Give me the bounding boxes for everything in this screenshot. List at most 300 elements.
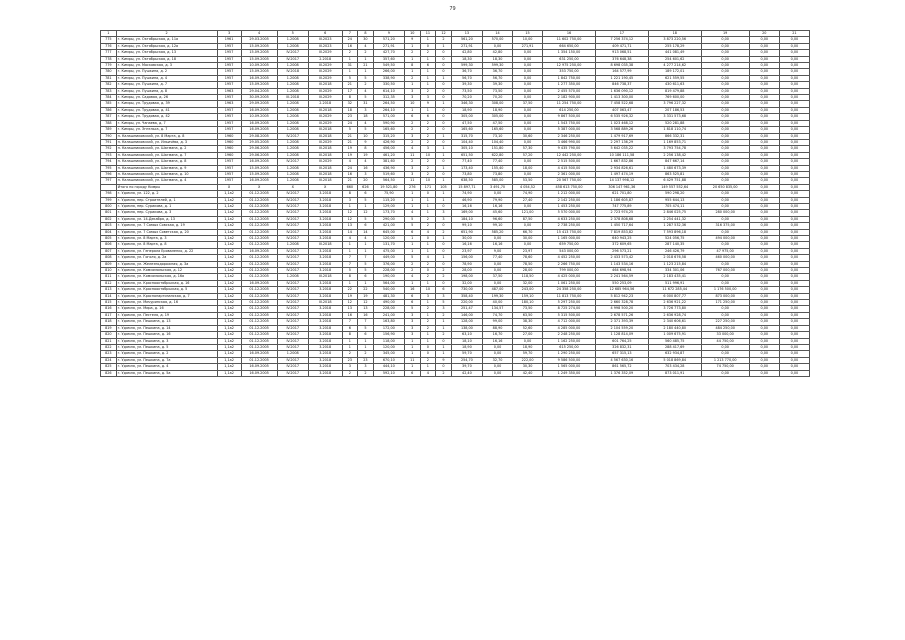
table-cell: 1,1а2 bbox=[217, 364, 241, 370]
table-cell: 12 685 964,56 bbox=[595, 287, 648, 293]
address-cell: г. Удомля, ул. Пешкина, д. 4 bbox=[116, 364, 217, 370]
address-cell: г. Удомля, ул. Пешкина, д. 5 bbox=[116, 344, 217, 350]
table-cell: 1.2008 bbox=[277, 114, 308, 120]
table-cell: 73,80 bbox=[483, 171, 513, 177]
row-number-cell: 775 bbox=[101, 37, 117, 43]
table-cell: 564,00 bbox=[373, 280, 404, 286]
table-cell: 15.09.2005 bbox=[241, 50, 277, 56]
table-cell: III.2029 bbox=[308, 88, 342, 94]
table-cell: 0,00 bbox=[701, 306, 749, 312]
table-cell: 1957 bbox=[217, 63, 241, 69]
table-cell: 0,00 bbox=[513, 56, 543, 62]
table-cell: 0,00 bbox=[513, 50, 543, 56]
table-cell: 12 bbox=[342, 216, 358, 222]
table-cell: 0,00 bbox=[749, 146, 779, 152]
table-cell: 1.2008 bbox=[277, 88, 308, 94]
table-cell: 18,90 bbox=[451, 107, 482, 113]
table-cell: 42,80 bbox=[451, 50, 482, 56]
table-cell: III.2018 bbox=[308, 274, 342, 280]
table-cell: 346,30 bbox=[451, 101, 482, 107]
table-cell: 1,1а2 bbox=[217, 351, 241, 357]
table-cell: 0,00 bbox=[749, 351, 779, 357]
table-cell: 2 bbox=[436, 268, 452, 274]
table-cell: IV.2017 bbox=[277, 236, 308, 242]
table-cell: 1 bbox=[404, 364, 420, 370]
table-cell: 0 bbox=[436, 248, 452, 254]
row-number-cell: 810 bbox=[101, 268, 117, 274]
table-cell: 169,00 bbox=[451, 210, 482, 216]
table-cell: 74 750,00 bbox=[701, 364, 749, 370]
table-cell: IV.2017 bbox=[277, 344, 308, 350]
table-cell: 0,00 bbox=[749, 88, 779, 94]
table-cell: 16,16 bbox=[483, 338, 513, 344]
table-cell: 42,40 bbox=[513, 370, 543, 376]
table-cell: 0,00 bbox=[779, 107, 809, 113]
table-cell: 1 543 750,00 bbox=[543, 120, 596, 126]
table-cell: 74,90 bbox=[451, 191, 482, 197]
table-cell: 0,00 bbox=[701, 69, 749, 75]
table-cell: 0 bbox=[436, 159, 452, 165]
table-cell: 0,00 bbox=[749, 56, 779, 62]
table-cell: 7 458 522,68 bbox=[595, 101, 648, 107]
table-cell: 8 bbox=[342, 332, 358, 338]
table-cell: 0,00 bbox=[779, 364, 809, 370]
table-cell: 11 bbox=[404, 178, 420, 184]
table-cell: 1.2008 bbox=[277, 37, 308, 43]
table-cell: 1 bbox=[342, 338, 358, 344]
table-cell: 13 bbox=[358, 306, 374, 312]
table-cell: 15 897,71 bbox=[451, 184, 482, 190]
table-cell: 8 bbox=[342, 274, 358, 280]
table-cell: 1 bbox=[358, 69, 374, 75]
table-cell: III.2018 bbox=[308, 82, 342, 88]
table-cell: 0,00 bbox=[701, 159, 749, 165]
table-cell: 12 bbox=[358, 300, 374, 306]
table-cell: IV.2017 bbox=[277, 325, 308, 331]
table-cell: 0,00 bbox=[701, 171, 749, 177]
table-cell: 21 bbox=[358, 63, 374, 69]
table-cell: 243,00 bbox=[513, 287, 543, 293]
table-cell: 2 361 000,00 bbox=[543, 171, 596, 177]
table-cell: 120,00 bbox=[373, 344, 404, 350]
table-cell: 16 bbox=[358, 165, 374, 171]
table-cell: 0,00 bbox=[779, 37, 809, 43]
row-number-cell: 804 bbox=[101, 229, 117, 235]
table-cell: 78,50 bbox=[513, 261, 543, 267]
table-cell: IV.2017 bbox=[277, 159, 308, 165]
table-cell: III.2029 bbox=[308, 95, 342, 101]
table-cell: 30,60 bbox=[513, 133, 543, 139]
table-cell: 5 bbox=[436, 300, 452, 306]
table-cell: 5 bbox=[358, 268, 374, 274]
row-number-cell: 781 bbox=[101, 75, 117, 81]
table-cell: 88,90 bbox=[483, 325, 513, 331]
table-cell: 585,00 bbox=[483, 178, 513, 184]
table-cell: 0,00 bbox=[779, 287, 809, 293]
table-cell: 0,00 bbox=[513, 95, 543, 101]
table-cell: X bbox=[217, 184, 241, 190]
table-cell: 28,00 bbox=[513, 268, 543, 274]
address-cell: г. Удомля, ул. 7 Самых Советская, д. 20 bbox=[116, 229, 217, 235]
table-cell: 345,00 bbox=[373, 351, 404, 357]
table-cell: 7 bbox=[342, 261, 358, 267]
row-number-cell: 808 bbox=[101, 255, 117, 261]
table-cell: 2 bbox=[342, 351, 358, 357]
table-cell: 0,00 bbox=[779, 344, 809, 350]
table-cell: 2 bbox=[358, 82, 374, 88]
table-cell: 0,00 bbox=[749, 120, 779, 126]
table-cell: 0,00 bbox=[749, 293, 779, 299]
table-cell: IV.2017 bbox=[277, 191, 308, 197]
table-cell: 621 701,80 bbox=[595, 191, 648, 197]
table-cell: 1960 bbox=[217, 133, 241, 139]
table-cell: 1.2008 bbox=[277, 152, 308, 158]
table-cell: 0,00 bbox=[749, 370, 779, 376]
table-cell: 0,00 bbox=[779, 319, 809, 325]
table-cell: 131,70 bbox=[373, 242, 404, 248]
registry-table bbox=[100, 30, 810, 377]
table-cell: 6 bbox=[420, 114, 436, 120]
row-number-cell: 824 bbox=[101, 357, 117, 363]
table-cell: 1 bbox=[358, 280, 374, 286]
table-cell: 338,90 bbox=[373, 75, 404, 81]
table-cell: 0 bbox=[436, 280, 452, 286]
table-cell: 819 479,88 bbox=[648, 88, 701, 94]
table-cell: 6 bbox=[404, 114, 420, 120]
table-cell: 30,00 bbox=[451, 236, 482, 242]
table-cell: 0 bbox=[436, 107, 452, 113]
table-cell: 0 bbox=[436, 127, 452, 133]
table-cell: 1.2008 bbox=[277, 274, 308, 280]
table-cell: 155,40 bbox=[483, 165, 513, 171]
table-cell: 3 bbox=[358, 171, 374, 177]
table-cell: 1,1а2 bbox=[217, 268, 241, 274]
row-number-cell: 782 bbox=[101, 82, 117, 88]
table-cell: 1 bbox=[404, 242, 420, 248]
table-cell: 7 bbox=[342, 255, 358, 261]
table-cell: 2.2018 bbox=[308, 56, 342, 62]
table-cell: 19 bbox=[342, 146, 358, 152]
table-cell: 3 bbox=[436, 210, 452, 216]
table-cell: 16,16 bbox=[451, 203, 482, 209]
table-cell: 3 796 227,32 bbox=[648, 101, 701, 107]
address-cell: г. Удомля, ул. Пешкина, д. 5а bbox=[116, 370, 217, 376]
table-cell: 0,00 bbox=[701, 280, 749, 286]
table-cell: 0,00 bbox=[779, 88, 809, 94]
table-cell: 0,00 bbox=[749, 139, 779, 145]
row-number-cell: 786 bbox=[101, 107, 117, 113]
table-cell: 1,1а2 bbox=[217, 332, 241, 338]
table-cell: 2 bbox=[420, 216, 436, 222]
table-cell: 670,10 bbox=[373, 357, 404, 363]
table-cell: 1 186 605,87 bbox=[595, 197, 648, 203]
table-cell: 18,00 bbox=[513, 165, 543, 171]
table-cell: 2 846 025,75 bbox=[648, 210, 701, 216]
table-cell: 651,90 bbox=[451, 229, 482, 235]
table-cell: 5 bbox=[358, 325, 374, 331]
table-cell: 1,1а2 bbox=[217, 280, 241, 286]
table-cell: 550 253,09 bbox=[595, 280, 648, 286]
table-cell: 2 bbox=[420, 159, 436, 165]
table-cell: 4 bbox=[358, 236, 374, 242]
table-cell: 0,00 bbox=[701, 133, 749, 139]
table-cell: 1,1а2 bbox=[217, 274, 241, 280]
table-cell: 524 056,75 bbox=[648, 236, 701, 242]
table-cell: 1 165 000,00 bbox=[543, 236, 596, 242]
address-cell: г. Удомля, ул. Пешкина, д. 13 bbox=[116, 319, 217, 325]
table-cell: 99,00 bbox=[483, 319, 513, 325]
table-cell: 0,00 bbox=[701, 43, 749, 49]
table-cell: 01.12.2005 bbox=[241, 261, 277, 267]
table-cell: 5 bbox=[358, 197, 374, 203]
table-cell: 3 568 889,26 bbox=[595, 127, 648, 133]
table-cell: 0 bbox=[420, 268, 436, 274]
table-cell: 0,00 bbox=[779, 223, 809, 229]
table-cell: 0,00 bbox=[749, 101, 779, 107]
table-cell: 01.12.2005 bbox=[241, 357, 277, 363]
table-cell: 1.2008 bbox=[277, 120, 308, 126]
table-cell: 0,00 bbox=[701, 351, 749, 357]
table-cell: 10 bbox=[404, 101, 420, 107]
table-cell: 1 bbox=[420, 242, 436, 248]
table-cell: 1,1а2 bbox=[217, 255, 241, 261]
table-cell: 5 bbox=[342, 127, 358, 133]
table-cell: 1 bbox=[436, 197, 452, 203]
table-cell: 2 bbox=[404, 268, 420, 274]
address-cell: г. Удомля, пер. Строителей, д. 1 bbox=[116, 197, 217, 203]
row-number-cell: 826 bbox=[101, 370, 117, 376]
table-cell: 315,20 bbox=[373, 133, 404, 139]
table-cell: 1,1а2 bbox=[217, 236, 241, 242]
table-cell: 460 000,00 bbox=[701, 255, 749, 261]
table-cell: 2 bbox=[420, 274, 436, 280]
column-number: 11 bbox=[420, 31, 436, 37]
table-cell: 16.09.2005 bbox=[241, 159, 277, 165]
table-cell: 426,90 bbox=[373, 139, 404, 145]
table-cell: 0,00 bbox=[749, 242, 779, 248]
table-cell: 799 000,00 bbox=[543, 268, 596, 274]
table-cell: 40,00 bbox=[483, 300, 513, 306]
table-cell: 2 660 328,78 bbox=[595, 300, 648, 306]
table-cell: 376,00 bbox=[373, 261, 404, 267]
table-cell: 3 bbox=[420, 146, 436, 152]
table-cell: 0,00 bbox=[513, 127, 543, 133]
table-cell: 1 bbox=[342, 248, 358, 254]
table-cell: 0,00 bbox=[483, 236, 513, 242]
table-cell: 0,00 bbox=[779, 171, 809, 177]
table-cell: 73,50 bbox=[483, 88, 513, 94]
table-cell: 18,90 bbox=[483, 107, 513, 113]
table-cell: 330,50 bbox=[373, 82, 404, 88]
table-cell: 1,1а2 bbox=[217, 223, 241, 229]
table-cell: 1 bbox=[420, 75, 436, 81]
address-cell: г. Кимры, ул. Октябрьская, д. 12а bbox=[116, 43, 217, 49]
table-cell: 3 466 990,00 bbox=[543, 139, 596, 145]
table-cell: 5 bbox=[358, 75, 374, 81]
table-cell: 2 340 606,61 bbox=[648, 319, 701, 325]
table-cell: 1 bbox=[420, 107, 436, 113]
table-cell: 16.09.2005 bbox=[241, 351, 277, 357]
table-cell: 305,00 bbox=[451, 114, 482, 120]
table-cell: 1 009 675,91 bbox=[648, 332, 701, 338]
table-cell: 19 521,80 bbox=[373, 184, 404, 190]
table-cell: 0,00 bbox=[701, 178, 749, 184]
table-cell: 6 bbox=[420, 63, 436, 69]
table-cell: 10.09.2005 bbox=[241, 63, 277, 69]
column-number: 18 bbox=[648, 31, 701, 37]
table-cell: 5 bbox=[358, 261, 374, 267]
table-cell: 0,00 bbox=[701, 203, 749, 209]
table-cell: 1,1а2 bbox=[217, 242, 241, 248]
table-cell: 39,30 bbox=[451, 82, 482, 88]
table-cell: 0,00 bbox=[701, 216, 749, 222]
table-cell: 0,00 bbox=[749, 255, 779, 261]
table-cell: III.2029 bbox=[308, 50, 342, 56]
table-cell: 276 bbox=[404, 184, 420, 190]
table-cell: IV.2017 bbox=[277, 261, 308, 267]
table-cell: 24 bbox=[342, 165, 358, 171]
table-cell: 3.2018 bbox=[308, 203, 342, 209]
table-cell: 0,00 bbox=[701, 242, 749, 248]
table-cell: 6 bbox=[342, 325, 358, 331]
table-cell: 15.09.2005 bbox=[241, 165, 277, 171]
table-cell: 2 bbox=[420, 306, 436, 312]
table-cell: 421,00 bbox=[373, 223, 404, 229]
table-cell: 222,00 bbox=[513, 357, 543, 363]
table-cell: 171 250,00 bbox=[701, 300, 749, 306]
table-cell: 01.12.2005 bbox=[241, 306, 277, 312]
table-cell: 19 bbox=[358, 152, 374, 158]
table-cell: 10.09.2005 bbox=[241, 114, 277, 120]
table-cell: 46,90 bbox=[451, 197, 482, 203]
table-cell: 7 819 853,82 bbox=[595, 229, 648, 235]
table-cell: 1957 bbox=[217, 171, 241, 177]
table-cell: 2 bbox=[342, 50, 358, 56]
table-cell: 15.09.2005 bbox=[241, 43, 277, 49]
table-cell: 599,30 bbox=[483, 63, 513, 69]
table-cell: 01.12.2005 bbox=[241, 255, 277, 261]
table-cell: 305,00 bbox=[483, 114, 513, 120]
column-number: 16 bbox=[543, 31, 596, 37]
table-cell: 18,30 bbox=[451, 56, 482, 62]
table-cell: 1957 bbox=[217, 75, 241, 81]
table-cell: 3.2018 bbox=[308, 338, 342, 344]
table-cell: 134,57 bbox=[483, 306, 513, 312]
table-cell: 0,00 bbox=[749, 178, 779, 184]
table-cell: 5 bbox=[342, 268, 358, 274]
address-cell: г. Удомля, ул. Комсомольская, д. 16а bbox=[116, 274, 217, 280]
table-cell: 1 636 090,12 bbox=[595, 88, 648, 94]
table-cell: 1,1а2 bbox=[217, 319, 241, 325]
row-number-cell: 780 bbox=[101, 69, 117, 75]
row-number-cell: 817 bbox=[101, 312, 117, 318]
table-cell: III.2023 bbox=[308, 37, 342, 43]
table-cell: 190,00 bbox=[373, 274, 404, 280]
table-cell: 21 bbox=[342, 139, 358, 145]
table-cell: 3 bbox=[404, 325, 420, 331]
table-cell: 519,60 bbox=[373, 171, 404, 177]
table-cell: 0,00 bbox=[701, 120, 749, 126]
table-cell: 0,00 bbox=[701, 312, 749, 318]
table-cell: 264,50 bbox=[373, 101, 404, 107]
table-cell: 3.2018 bbox=[308, 236, 342, 242]
table-cell: 1 249 350,00 bbox=[543, 370, 596, 376]
column-number: 19 bbox=[701, 31, 749, 37]
table-cell: 2 bbox=[420, 133, 436, 139]
table-cell: 1 143 534,16 bbox=[595, 261, 648, 267]
table-cell: 659 750,00 bbox=[543, 242, 596, 248]
table-cell: 0,00 bbox=[701, 191, 749, 197]
table-cell: 2 248 250,00 bbox=[543, 332, 596, 338]
table-cell: 5 642 035,22 bbox=[595, 146, 648, 152]
table-cell: 622,80 bbox=[483, 152, 513, 158]
table-cell: 271,91 bbox=[373, 43, 404, 49]
table-cell: 1 bbox=[404, 248, 420, 254]
address-cell: г. Удомля, пер. Сурикова, д. 1 bbox=[116, 203, 217, 209]
table-cell: 1 bbox=[420, 197, 436, 203]
table-cell: 27,00 bbox=[513, 332, 543, 338]
row-number-cell: 825 bbox=[101, 364, 117, 370]
table-cell: 5 bbox=[404, 223, 420, 229]
row-number-cell: 784 bbox=[101, 95, 117, 101]
table-cell: 0,00 bbox=[513, 82, 543, 88]
table-cell: 3 bbox=[342, 197, 358, 203]
table-cell: 873 011,91 bbox=[648, 370, 701, 376]
table-cell: 0,00 bbox=[779, 370, 809, 376]
table-cell: 5 bbox=[358, 216, 374, 222]
table-cell: 0,00 bbox=[779, 95, 809, 101]
table-cell: 2 bbox=[358, 351, 374, 357]
table-cell: 543 000,00 bbox=[543, 248, 596, 254]
table-cell: 2 256 138,42 bbox=[648, 152, 701, 158]
table-cell: IV.2017 bbox=[277, 268, 308, 274]
table-cell: 151,80 bbox=[483, 146, 513, 152]
table-cell: 32,00 bbox=[513, 280, 543, 286]
table-cell: 0,00 bbox=[749, 274, 779, 280]
table-cell: 0,00 bbox=[749, 197, 779, 203]
table-cell: 254 601,62 bbox=[648, 56, 701, 62]
table-cell: 1.2008 bbox=[277, 127, 308, 133]
table-cell: 1 667 832,86 bbox=[595, 159, 648, 165]
table-cell: 1 bbox=[436, 191, 452, 197]
table-cell: 1963 bbox=[217, 88, 241, 94]
table-cell: 2 018 676,58 bbox=[648, 255, 701, 261]
table-cell: 590 298,20 bbox=[648, 191, 701, 197]
table-cell: 19 bbox=[358, 293, 374, 299]
row-number-cell: 799 bbox=[101, 197, 117, 203]
table-cell: 0,00 bbox=[749, 306, 779, 312]
table-cell: 1.2008 bbox=[277, 63, 308, 69]
table-cell: 0 bbox=[436, 50, 452, 56]
table-cell: 571,00 bbox=[373, 114, 404, 120]
row-number-cell: 777 bbox=[101, 50, 117, 56]
table-cell: 11 254 750,00 bbox=[543, 101, 596, 107]
table-cell: 0,00 bbox=[779, 332, 809, 338]
table-cell: 2 bbox=[358, 50, 374, 56]
table-cell: 1957 bbox=[217, 159, 241, 165]
table-cell: 1 bbox=[342, 69, 358, 75]
table-cell: 2 241 564,59 bbox=[595, 274, 648, 280]
table-cell: 2 bbox=[404, 261, 420, 267]
table-cell: 0,00 bbox=[513, 88, 543, 94]
table-cell: 0,00 bbox=[513, 63, 543, 69]
table-cell: 0,00 bbox=[701, 370, 749, 376]
table-cell: 0,00 bbox=[701, 165, 749, 171]
table-cell: 13 bbox=[342, 223, 358, 229]
table-cell: 3.2018 bbox=[308, 255, 342, 261]
table-cell: 3.2018 bbox=[308, 357, 342, 363]
table-cell: 1 354 150,00 bbox=[543, 50, 596, 56]
